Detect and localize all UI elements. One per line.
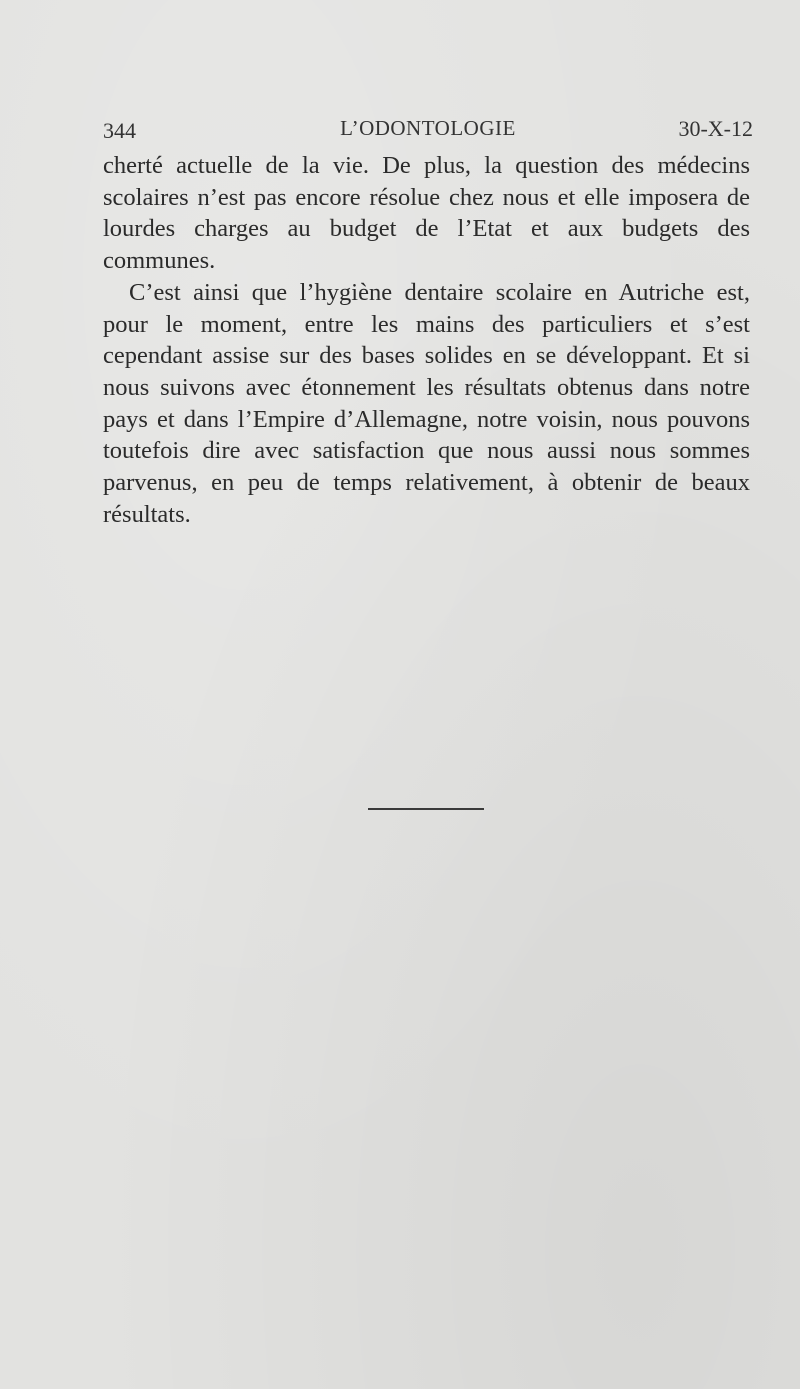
running-title: L’ODONTOLOGIE	[340, 116, 516, 140]
page-header	[103, 114, 753, 146]
page-number: 344	[103, 118, 136, 143]
section-rule	[368, 808, 484, 810]
body-text	[103, 150, 750, 530]
paragraph-continuation: cherté actuelle de la vie. De plus, la question des médecins scolaires n’est pas encore résolue chez nous et elle imposera de lourdes charges au budget de l’Etat et aux budgets des communes.	[103, 152, 750, 275]
issue-date: 30-X-12	[678, 116, 753, 141]
paragraph: C’est ainsi que l’hygiène dentaire scolaire en Autriche est, pour le moment, entre les mains des particuliers et s’est cependant assise sur des bases solides en se développant. Et si nous suivons avec étonnement les résultats obtenus dans notre pays et dans l’Empire d’Allemagne, notre voisin, nous pouvons toutefois dire avec satisfaction que nous aussi nous sommes parvenus, en peu de temps relativement, à obtenir de beaux résultats.	[103, 278, 750, 528]
